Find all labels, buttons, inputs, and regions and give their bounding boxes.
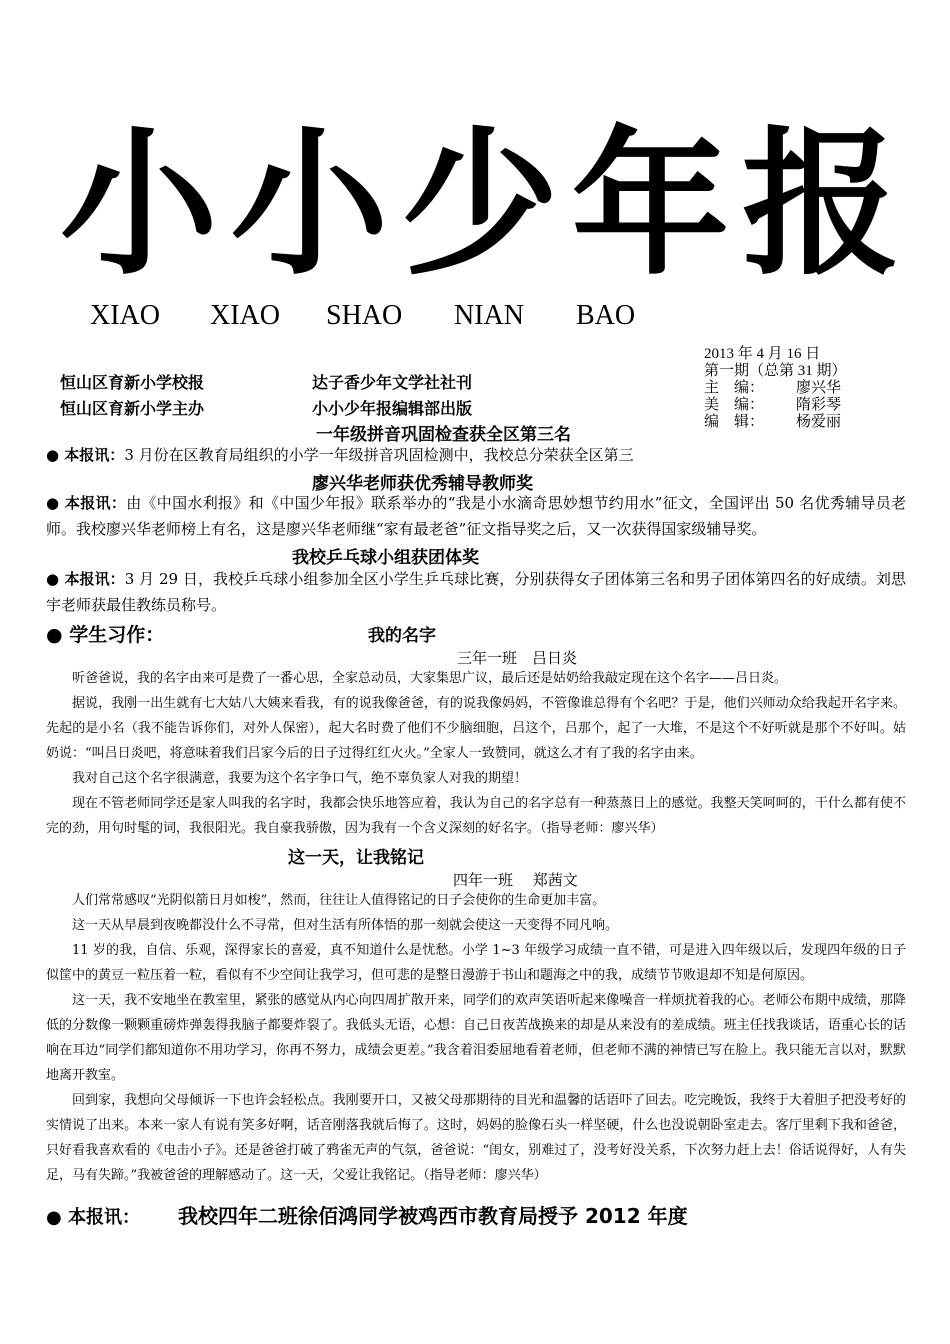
- pinyin-word: SHAO: [326, 300, 403, 331]
- masthead-char: 小: [60, 113, 218, 297]
- staff-role: 编 辑：: [704, 414, 765, 430]
- essay-paragraph: 这一天，我不安地坐在教室里，紧张的感觉从内心向四周扩散开来，同学们的欢声笑语听起来像噪音一样烦扰着我的心。老师公布期中成绩，那降低的分数像一颗颗重磅炸弹轰得我脑子都要炸裂了。我低头无语，心想：自己日夜苦战换来的却是从来没有的差成绩。班主任找我谈话，语重心长的话响在耳边“同学们都知道你不用功学习，你再不努力，成绩会更差。”我含着泪委屈地看着老师，但老师不满的神情已写在脸上。我只能无言以对，默默地离开教室。: [46, 993, 906, 1083]
- news2-title: 廖兴华老师获优秀辅导教师奖: [312, 474, 533, 494]
- staff-row: [704, 397, 904, 414]
- org-line1-left: 恒山区育新小学校报: [60, 373, 205, 392]
- org-line1-right: 达子香少年文学社社刊: [312, 373, 473, 392]
- masthead: [60, 110, 900, 300]
- essay-paragraph: 11 岁的我，自信、乐观，深得家长的喜爱，真不知道什么是忧愁。小学 1~3 年级学习成绩一直不错，可是进入四年级以后，发现四年级的日子似筐中的黄豆一粒压着一粒，看似有不少空间让我学习，但可悲的是整日漫游于书山和题海之中的我，成绩节节败退却不知是何原因。: [46, 943, 906, 983]
- news2-text: 由《中国水利报》和《中国少年报》联系举办的“我是小水滴奇思妙想节约用水”征文，全国评出 50 名优秀辅导员老师。我校廖兴华老师榜上有名，这是廖兴华老师继“家有最老爸”征文指导奖之后，又一次获得国家级辅导奖。: [46, 494, 907, 538]
- staff-row: [704, 414, 904, 431]
- news2-body: [46, 490, 906, 542]
- issue-date: 2013 年 4 月 16 日: [704, 346, 821, 362]
- footer-news: [46, 1200, 906, 1229]
- essay-paragraph: 我对自己这个名字很满意，我要为这个名字争口气，绝不辜负家人对我的期望！: [72, 771, 528, 786]
- news1-title: 一年级拼音巩固检查获全区第三名: [316, 425, 571, 445]
- staff-row: [704, 380, 904, 397]
- pinyin-word: XIAO: [90, 300, 160, 331]
- news1-tag: ● 本报讯：: [46, 446, 125, 464]
- org-line2-right: 小小少年报编辑部出版: [312, 399, 473, 418]
- masthead-char: 报: [742, 113, 900, 297]
- essay-paragraph: 人们常常感叹“光阴似箭日月如梭”，然而，往往让人值得铭记的日子会使你的生命更加丰富。: [72, 893, 606, 908]
- footer-tag: ● 本报讯：: [46, 1207, 140, 1228]
- staff-name: 杨爱丽: [796, 414, 842, 430]
- essay1-body: [46, 666, 906, 841]
- news1-text: 3 月份在区教育局组织的小学一年级拼音巩固检测中，我校总分荣获全区第三: [124, 446, 634, 464]
- staff-name: 隋彩琴: [796, 397, 842, 413]
- issue-info: [704, 346, 904, 431]
- news1-body: [46, 442, 691, 468]
- essay2-title: 这一天，让我铭记: [288, 848, 424, 868]
- essay-paragraph: 这一天从早晨到夜晚都没什么不寻常，但对生活有所体悟的那一刻就会使这一天变得不同凡响。: [72, 918, 619, 933]
- essay1-byline: 三年一班 吕日炎: [457, 649, 578, 667]
- masthead-char: 少: [401, 113, 559, 297]
- essay2-byline: 四年一班 郑茜文: [453, 871, 578, 889]
- org-line2-left: 恒山区育新小学主办: [60, 399, 205, 418]
- news3-body: [46, 566, 906, 618]
- masthead-char: 小: [230, 113, 389, 297]
- staff-role: 主 编：: [704, 380, 765, 396]
- masthead-char: 年: [571, 113, 730, 297]
- essay-paragraph: 现在不管老师同学还是家人叫我的名字时，我都会快乐地答应着，我认为自己的名字总有一种蒸蒸日上的感觉。我整天笑呵呵的，干什么都有使不完的劲，用句时髦的词，我很阳光。我自豪我骄傲，因为我有一个含义深刻的好名字。（指导老师：廖兴华）: [46, 796, 906, 836]
- news3-title: 我校乒乓球小组获团体奖: [292, 548, 479, 568]
- staff-role: 美 编：: [704, 397, 765, 413]
- pinyin-word: NIAN: [454, 300, 524, 331]
- footer-text: 我校四年二班徐佰鸿同学被鸡西市教育局授予 2012 年度: [178, 1204, 688, 1228]
- essay-paragraph: 据说，我刚一出生就有七大姑八大姨来看我，有的说我像爸爸，有的说我像妈妈，不管像谁总得有个名吧？于是，他们兴师动众给我起开名字来。先起的是小名（我不能告诉你们，对外人保密），起大名时费了他们不少脑细胞，吕这个，吕那个，起了一大堆，不是这个不好听就是那个不好叫。姑奶说：“叫吕日炎吧，将意味着我们吕家今后的日子过得红红火火。”全家人一致赞同，就这么才有了我的名字由来。: [46, 696, 906, 761]
- section-label: ● 学生习作：: [46, 624, 165, 646]
- pinyin-word: XIAO: [210, 300, 280, 331]
- essay1-title: 我的名字: [368, 626, 436, 646]
- essay-paragraph: 听爸爸说，我的名字由来可是费了一番心思，全家总动员，大家集思广议，最后还是姑奶给我敲定现在这个名字——吕日炎。: [72, 671, 788, 686]
- news3-tag: ● 本报讯：: [46, 570, 125, 588]
- pinyin-word: BAO: [576, 300, 636, 331]
- news3-text: 3 月 29 日，我校乒乓球小组参加全区小学生乒乓球比赛，分别获得女子团体第三名和男子团体第四名的好成绩。刘思宇老师获最佳教练员称号。: [46, 570, 906, 614]
- issue-number: 第一期（总第 31 期）: [704, 363, 847, 379]
- masthead-pinyin: [90, 300, 650, 336]
- essay2-body: [46, 888, 906, 1188]
- essay-paragraph: 回到家，我想向父母倾诉一下也许会轻松点。我刚要开口，又被父母那期待的目光和温馨的话语吓了回去。吃完晚饭，我终于大着胆子把没考好的实情说了出来。本来一家人有说有笑多好啊，话音刚落我就后悔了。这时，妈妈的脸像石头一样坚硬，什么也没说朝卧室走去。客厅里剩下我和爸爸，只好看我喜欢看的《电击小子》。还是爸爸打破了鸦雀无声的气氛，爸爸说：“闺女，别难过了，没考好没关系，下次努力赶上去！俗话说得好，人有失足，马有失蹄。”我被爸爸的理解感动了。这一天，父爱让我铭记。（指导老师：廖兴华）: [46, 1093, 906, 1183]
- news2-tag: ● 本报讯：: [46, 494, 127, 512]
- staff-name: 廖兴华: [796, 380, 842, 396]
